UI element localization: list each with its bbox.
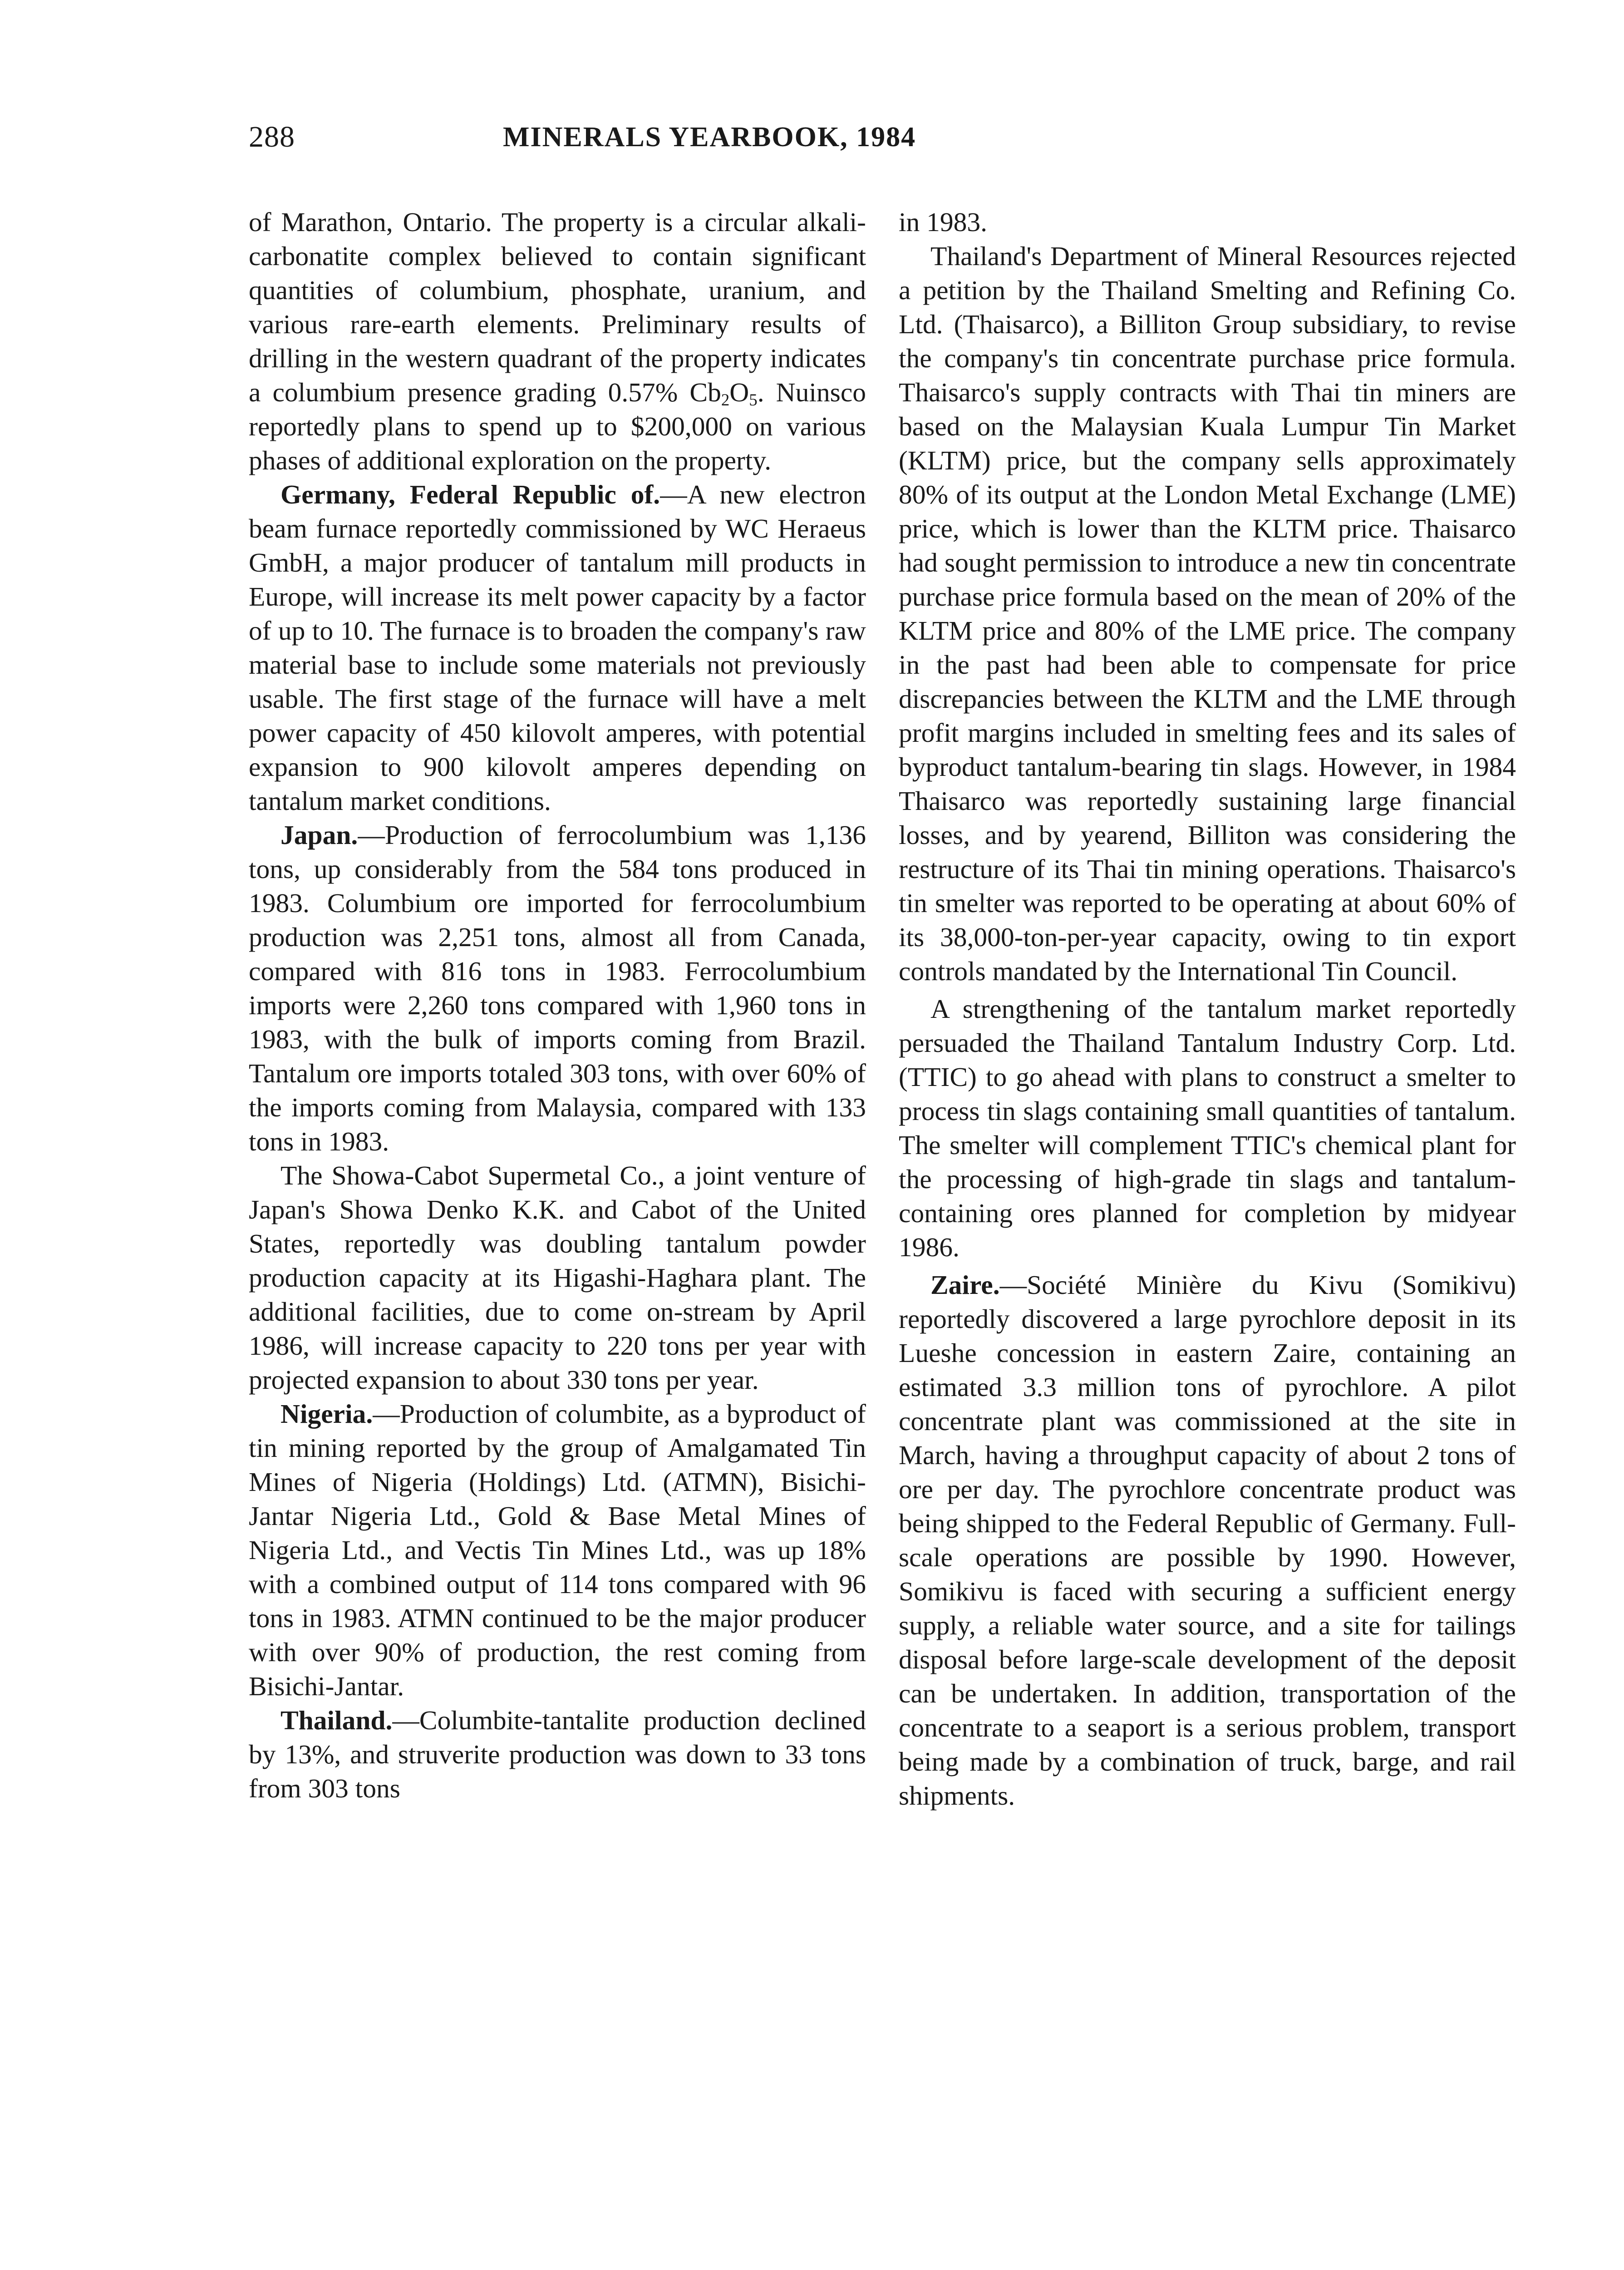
section-heading-thailand: Thailand. <box>281 1705 393 1735</box>
paragraph-thaisarco: Thailand's Department of Mineral Resources rejected a petition by the Thailand Smelting and Refining Co. Ltd. (Thaisarco), a Billiton Group subsidiary, to revise the company's tin concentrate purchase price formula. Thaisarco's supply contracts with Thai tin miners are based on the Malaysian Kuala Lumpur Tin Market (KLTM) price, but the company sells approximately 80% of its output at the London Metal Exchange (LME) price, which is lower than the KLTM price. Thaisarco had sought permission to introduce a new tin concentrate purchase price formula based on the mean of 20% of the KLTM price and 80% of the LME price. The company in the past had been able to compensate for price discrepancies between the KLTM and the LME through profit margins included in smelting fees and its sales of byproduct tantalum-bearing tin slags. However, in 1984 Thaisarco was reportedly sustaining large financial losses, and by yearend, Billiton was considering the restructure of its Thai tin mining operations. Thaisarco's tin smelter was reported to be operating at about 60% of its 38,000-ton-per-year capacity, owing to tin export controls mandated by the International Tin Council. <box>899 241 1516 986</box>
paragraph-nigeria <box>249 1397 866 1703</box>
running-header <box>249 119 1116 155</box>
paragraph-japan <box>249 818 866 1159</box>
section-heading-japan: Japan. <box>281 820 358 850</box>
formula-o: O <box>729 377 749 407</box>
formula-subscript-5: 5 <box>749 390 758 410</box>
section-heading-germany: Germany, Federal Republic of. <box>281 479 660 509</box>
page-number: 288 <box>249 120 295 153</box>
paragraph-nigeria-text: —Production of columbite, as a byproduct of tin mining reported by the group of Amalgamated Tin Mines of Nigeria (Holdings) Ltd. (ATMN), Bisichi-Jantar Nigeria Ltd., Gold & Base Metal Mines of Nigeria Ltd., and Vectis Tin Mines Ltd., was up 18% with a combined output of 114 tons compared with 96 tons in 1983. ATMN continued to be the major producer with over 90% of production, the rest coming from Bisichi-Jantar. <box>249 1399 866 1701</box>
paragraph-japan-text: —Production of ferrocolumbium was 1,136 tons, up considerably from the 584 tons produced in 1983. Columbium ore imported for ferrocolumbium production was 2,251 tons, almost all from Canada, compared with 816 tons in 1983. Ferrocolumbium imports were 2,260 tons compared with 1,960 tons in 1983, with the bulk of imports coming from Brazil. Tantalum ore imports totaled 303 tons, with over 60% of the imports coming from Malaysia, compared with 133 tons in 1983. <box>249 820 866 1156</box>
paragraph-marathon-tail: . Nuinsco reportedly plans to spend up to $200,000 on various phases of additional exploration on the property. <box>249 377 866 475</box>
paragraph-marathon-text: of Marathon, Ontario. The property is a circular alkali-carbonatite complex believed to contain significant quantities of columbium, phosphate, uranium, and various rare-earth elements. Preliminary results of drilling in the western quadrant of the property indicates a columbium presence grading 0.57% <box>249 207 866 407</box>
paragraph-thailand-text: —Columbite-tantalite production declined by 13%, and struverite production was down to 33 tons from 303 tons <box>249 1705 866 1803</box>
paragraph-germany <box>249 478 866 818</box>
paragraph-showa-cabot: The Showa-Cabot Supermetal Co., a joint venture of Japan's Showa Denko K.K. and Cabot of the United States, reportedly was doubling tantalum powder production capacity at its Higashi-Haghara plant. The additional facilities, due to come on-stream by April 1986, will increase capacity to 220 tons per year with projected expansion to about 330 tons per year. <box>249 1160 866 1395</box>
paragraph-germany-text: —A new electron beam furnace reportedly commissioned by WC Heraeus GmbH, a major producer of tantalum mill products in Europe, will increase its melt power capacity by a factor of up to 10. The furnace is to broaden the company's raw material base to include some materials not previously usable. The first stage of the furnace will have a melt power capacity of 450 kilovolt amperes, with potential expansion to 900 kilovolt amperes depending on tantalum market conditions. <box>249 479 866 816</box>
section-heading-nigeria: Nigeria. <box>281 1399 373 1429</box>
section-heading-zaire: Zaire. <box>930 1270 1000 1300</box>
left-column <box>249 205 866 1806</box>
paragraph-thailand <box>249 1703 866 1806</box>
formula-cb: Cb <box>689 377 721 407</box>
formula-subscript-2: 2 <box>721 390 730 410</box>
columbium-oxide-formula <box>689 377 758 410</box>
paragraph-zaire <box>899 1268 1516 1813</box>
paragraph-zaire-text: —Société Minière du Kivu (Somikivu) reportedly discovered a large pyrochlore deposit in its Lueshe concession in eastern Zaire, containing an estimated 3.3 million tons of pyrochlore. A pilot concentrate plant was commissioned at the site in March, having a throughput capacity of about 2 tons of ore per day. The pyrochlore concentrate product was being shipped to the Federal Republic of Germany. Full-scale operations are possible by 1990. However, Somikivu is faced with securing a sufficient energy supply, a reliable water source, and a site for tailings disposal before large-scale development of the deposit can be undertaken. In addition, transportation of the concentrate to a seaport is a serious problem, transport being made by a combination of truck, barge, and rail shipments. <box>899 1270 1516 1811</box>
running-title: MINERALS YEARBOOK, 1984 <box>503 122 916 153</box>
right-column <box>899 205 1516 1813</box>
paragraph-marathon <box>249 205 866 478</box>
paragraph-ttic: A strengthening of the tantalum market reportedly persuaded the Thailand Tantalum Industry Corp. Ltd. (TTIC) to go ahead with plans to construct a smelter to process tin slags containing small quantities of tantalum. The smelter will complement TTIC's chemical plant for the processing of high-grade tin slags and tantalum-containing ores planned for completion by midyear 1986. <box>899 994 1516 1262</box>
paragraph-thailand-continued: in 1983. <box>899 207 988 237</box>
